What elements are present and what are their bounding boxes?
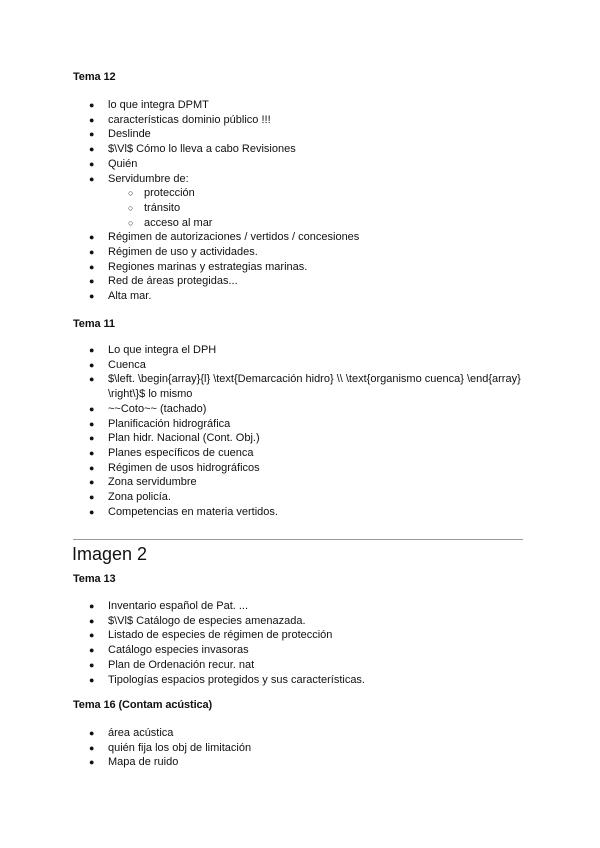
list-item: ● Quién [89,157,138,170]
section-heading-tema-11: Tema 11 [73,318,115,330]
list-item: ● Regiones marinas y estrategias marinas. [89,260,308,273]
bullet-icon: ● [89,403,95,414]
bullet-icon: ● [89,506,95,517]
section-heading-tema-13: Tema 13 [73,573,116,585]
bullet-icon: ● [89,247,95,258]
bullet-icon: ● [89,615,95,626]
bullet-icon: ● [89,477,95,488]
page-heading-imagen-2: Imagen 2 [72,544,148,564]
list-item: ● Planes específicos de cuenca [89,446,254,459]
bullet-icon: ● [89,114,95,125]
list-item: ● Cuenca [89,358,146,371]
list-item: ● Alta mar. [89,290,152,303]
list-item: ● Servidumbre de: [89,172,189,185]
bullet-icon: ● [89,345,95,355]
section-heading-tema-12: Tema 12 [73,71,116,83]
bullet-icon: ● [89,291,95,302]
bullet-icon: ● [89,100,95,110]
list-item: ● Régimen de autorizaciones / vertidos / concesiones [89,231,360,244]
bullet-icon: ● [89,359,95,370]
list-item: ● características dominio público !!! [89,113,271,126]
bullet-icon: ● [89,433,95,444]
section-heading-tema-16: Tema 16 (Contam acústica) [73,699,213,711]
bullet-icon: ● [89,261,95,272]
list-item: ● Deslinde [89,128,151,141]
list-item: ● Tipologías espacios protegidos y sus características. [89,673,365,686]
list-item: ● Planificación hidrográfica [89,417,231,430]
tema-11-list [0,343,560,519]
tema-16-list [0,726,560,770]
list-item: ● Zona servidumbre [89,476,197,489]
bullet-icon: ● [89,462,95,473]
list-item: ● Red de áreas protegidas... [89,275,238,288]
list-item: ● Listado de especies de régimen de protección [89,629,333,642]
bullet-icon: ● [89,418,95,429]
list-item: ● $\Vl$ Catálogo de especies amenazada. [89,614,306,627]
list-item: ● $\Vl$ Cómo lo lleva a cabo Revisiones [89,143,296,156]
list-item: ● Catálogo especies invasoras [89,644,249,657]
list-item: ● Competencias en materia vertidos. [89,505,278,518]
bullet-icon: ● [89,276,95,287]
bullet-icon: ● [89,158,95,169]
bullet-icon: ● [89,728,95,738]
bullet-icon: ● [89,492,95,503]
bullet-icon: ● [89,374,95,385]
list-item: ● $\left. \begin{array}{l} \text{Demarcación hidro} \\ \text{organismo cuenca} \end{array} \right\}$ lo mismo [89,373,521,401]
list-item: ● Inventario español de Pat. ... [89,600,249,612]
bullet-icon: ● [89,447,95,458]
list-item: ● quién fija los obj de limitación [89,741,252,754]
list-item: ● área acústica [89,727,174,739]
list-item: ● Mapa de ruido [89,756,179,769]
horizontal-divider [73,539,523,540]
hollow-bullet-icon: ○ [128,202,134,213]
tema-12-list [0,98,560,304]
sub-list-item: ○ tránsito [128,201,181,214]
tema-13-list [0,599,560,687]
list-item: ● Plan hidr. Nacional (Cont. Obj.) [89,432,260,445]
bullet-icon: ● [89,645,95,656]
sub-list-item: ○ acceso al mar [128,216,213,229]
list-item: ● Lo que integra el DPH [89,344,217,356]
sub-list-item: ○ protección [128,187,195,200]
hollow-bullet-icon: ○ [128,217,134,228]
bullet-icon: ● [89,601,95,611]
list-item: ● Régimen de uso y actividades. [89,246,258,259]
list-item: ● Régimen de usos hidrográficos [89,461,260,474]
list-item: ● ~~Coto~~ (tachado) [89,402,207,415]
bullet-icon: ● [89,144,95,155]
list-item: ● lo que integra DPMT [89,99,209,111]
hollow-bullet-icon: ○ [128,188,134,199]
bullet-icon: ● [89,674,95,685]
bullet-icon: ● [89,630,95,641]
list-item: ● Zona policía. [89,491,171,504]
list-item: ● Plan de Ordenación recur. nat [89,658,255,671]
bullet-icon: ● [89,173,95,184]
bullet-icon: ● [89,232,95,243]
bullet-icon: ● [89,659,95,670]
bullet-icon: ● [89,757,95,768]
bullet-icon: ● [89,742,95,753]
bullet-icon: ● [89,129,95,140]
